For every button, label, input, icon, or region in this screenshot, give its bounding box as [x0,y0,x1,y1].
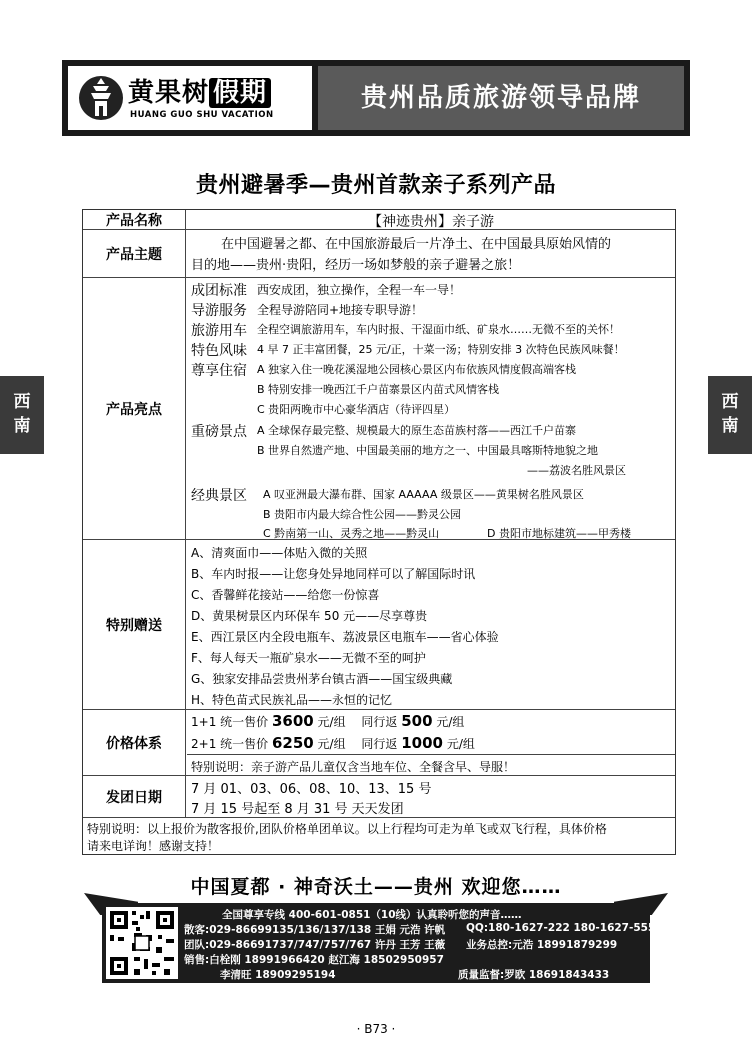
gift-item: B、车内时报——让您身处异地同样可以了解国际时讯 [191,567,476,581]
hotel-c: C 贵阳两晚市中心豪华酒店（待评四星） [257,403,456,416]
highlights-label: 产品亮点 [83,278,186,539]
dates-line-1: 7 月 01、03、06、08、10、13、15 号 [191,782,432,797]
row-dates [83,776,675,818]
contact-quality: 质量监督:罗欧 18691843433 [458,969,610,981]
product-theme-label: 产品主题 [83,230,186,277]
theme-line-2: 目的地——贵州·贵阳，经历一场如梦般的亲子避暑之旅！ [191,258,521,273]
note-line-1: 特别说明：以上报价为散客报价,团队价格单团单议。以上行程均可走为单飞或双飞行程，具体价格 [87,822,607,836]
contact-manager: 业务总控:元浩 18991879299 [466,939,618,951]
tour-key: 成团标准 [191,283,247,299]
contact-sales: 销售:白栓刚 18991966420 赵江海 18502950957 [184,954,444,966]
contact-qq: QQ:180-1627-222 180-1627-555 [466,922,656,934]
row-product-name [83,210,675,230]
classic-key: 经典景区 [191,488,247,504]
gift-item: A、清爽面巾——体贴入微的关照 [191,546,368,560]
heavy-a: A 全球保存最完整、规模最大的原生态苗族村落——西江千户苗寨 [257,424,577,437]
contact-team: 团队:029-86691737/747/757/767 许丹 王芳 王薇 [184,939,446,951]
page-number: · B73 · [356,1022,396,1036]
row-gifts [83,540,675,710]
product-name-label: 产品名称 [83,210,186,229]
hotel-a: A 独家入住一晚花溪湿地公园核心景区内布依族风情度假高端客栈 [257,363,577,376]
gift-item: G、独家安排品尝贵州茅台镇古酒——国宝级典藏 [191,672,453,686]
brand-tag: 假期 [209,78,271,108]
hotline: 全国尊享专线 400-601-0851（10线）认真聆听您的声音…… [222,909,522,921]
theme-line-1: 在中国避暑之都、在中国旅游最后一片净土、在中国最具原始风情的 [221,237,612,252]
guide-key: 导游服务 [191,303,247,319]
side-tab-left: 西 南 [0,376,44,454]
brand-english: HUANG GUO SHU VACATION [130,110,274,120]
price-label: 价格体系 [83,710,186,775]
header-banner [62,60,690,136]
gift-item: C、香馨鲜花接站——给您一份惊喜 [191,588,380,602]
hotel-key: 尊享住宿 [191,363,247,379]
rebate-1-amount: 500 [401,712,433,730]
brand-logo [68,66,312,130]
food-value: 4 早 7 正丰富团餐，25 元/正，十菜一汤；特别安排 3 次特色民族风味餐！ [257,343,625,356]
row-product-theme [83,230,675,278]
price-2-amount: 6250 [271,734,314,752]
row-price [83,710,675,776]
side-tab-right: 西 南 [708,376,752,454]
guide-value: 全程导游陪同+地接专职导游！ [257,303,424,317]
gift-item: D、黄果树景区内环保车 50 元——尽享尊贵 [191,609,428,623]
row-highlights [83,278,675,540]
row-note [83,818,675,854]
price-line-2: 2+1 统一售价 6250 元/组 同行返 1000 元/组 [191,734,475,752]
gift-item: E、西江景区内全段电瓶车、荔波景区电瓶车——省心体验 [191,630,499,644]
classic-b: B 贵阳市内最大综合性公园——黔灵公园 [263,508,462,521]
product-name-value: 【神迹贵州】亲子游 [368,214,494,230]
welcome-slogan: 中国夏都 · 神奇沃土——贵州 欢迎您…… [190,876,562,898]
tour-value: 西安成团，独立操作，全程一车一导！ [257,283,462,297]
contact-sales-2: 李清旺 18909295194 [220,969,336,981]
dates-line-2: 7 月 15 号起至 8 月 31 号 天天发团 [191,802,404,817]
product-table [82,209,676,855]
slogan: 贵州品质旅游领导品牌 [318,66,684,130]
classic-a: A 叹亚洲最大瀑布群、国家 AAAAA 级景区——黄果树名胜风景区 [263,488,584,501]
price-1-amount: 3600 [271,712,314,730]
gift-item: H、特色苗式民族礼品——永恒的记忆 [191,693,393,707]
heavy-b: B 世界自然遗产地、中国最美丽的地方之一、中国最具喀斯特地貌之地 [257,444,599,457]
car-key: 旅游用车 [191,323,247,339]
price-line-1: 1+1 统一售价 3600 元/组 同行返 500 元/组 [191,712,465,730]
brand-name: 黄果树 [128,78,210,108]
dates-label: 发团日期 [83,776,186,817]
gift-item: F、每人每天一瓶矿泉水——无微不至的呵护 [191,651,426,665]
food-key: 特色风味 [191,343,247,359]
car-value: 全程空调旅游用车，车内时报、干湿面巾纸、矿泉水……无微不至的关怀！ [257,323,620,336]
contact-sanke: 散客:029-86699135/136/137/138 王娟 元浩 许帆 [184,924,446,936]
heavy-key: 重磅景点 [191,424,247,440]
classic-c: C 黔南第一山、灵秀之地——黔灵山 [263,527,440,540]
qr-code-icon [106,907,178,979]
heavy-b-continued: ——荔波名胜风景区 [527,464,626,477]
pagoda-logo-icon [78,72,124,124]
hotel-b: B 特别安排一晚西江千户苗寨景区内苗式风情客栈 [257,383,500,396]
note-line-2: 请来电详询！感谢支持！ [87,839,220,853]
classic-d: D 贵阳市地标建筑——甲秀楼 [487,527,631,540]
rebate-2-amount: 1000 [401,734,443,752]
contact-footer [102,903,656,983]
price-note: 特别说明：亲子游产品儿童仅含当地车位、全餐含早、导服！ [191,760,516,774]
gifts-label: 特别赠送 [83,540,186,709]
page-title: 贵州避暑季—贵州首款亲子系列产品 [195,173,556,198]
